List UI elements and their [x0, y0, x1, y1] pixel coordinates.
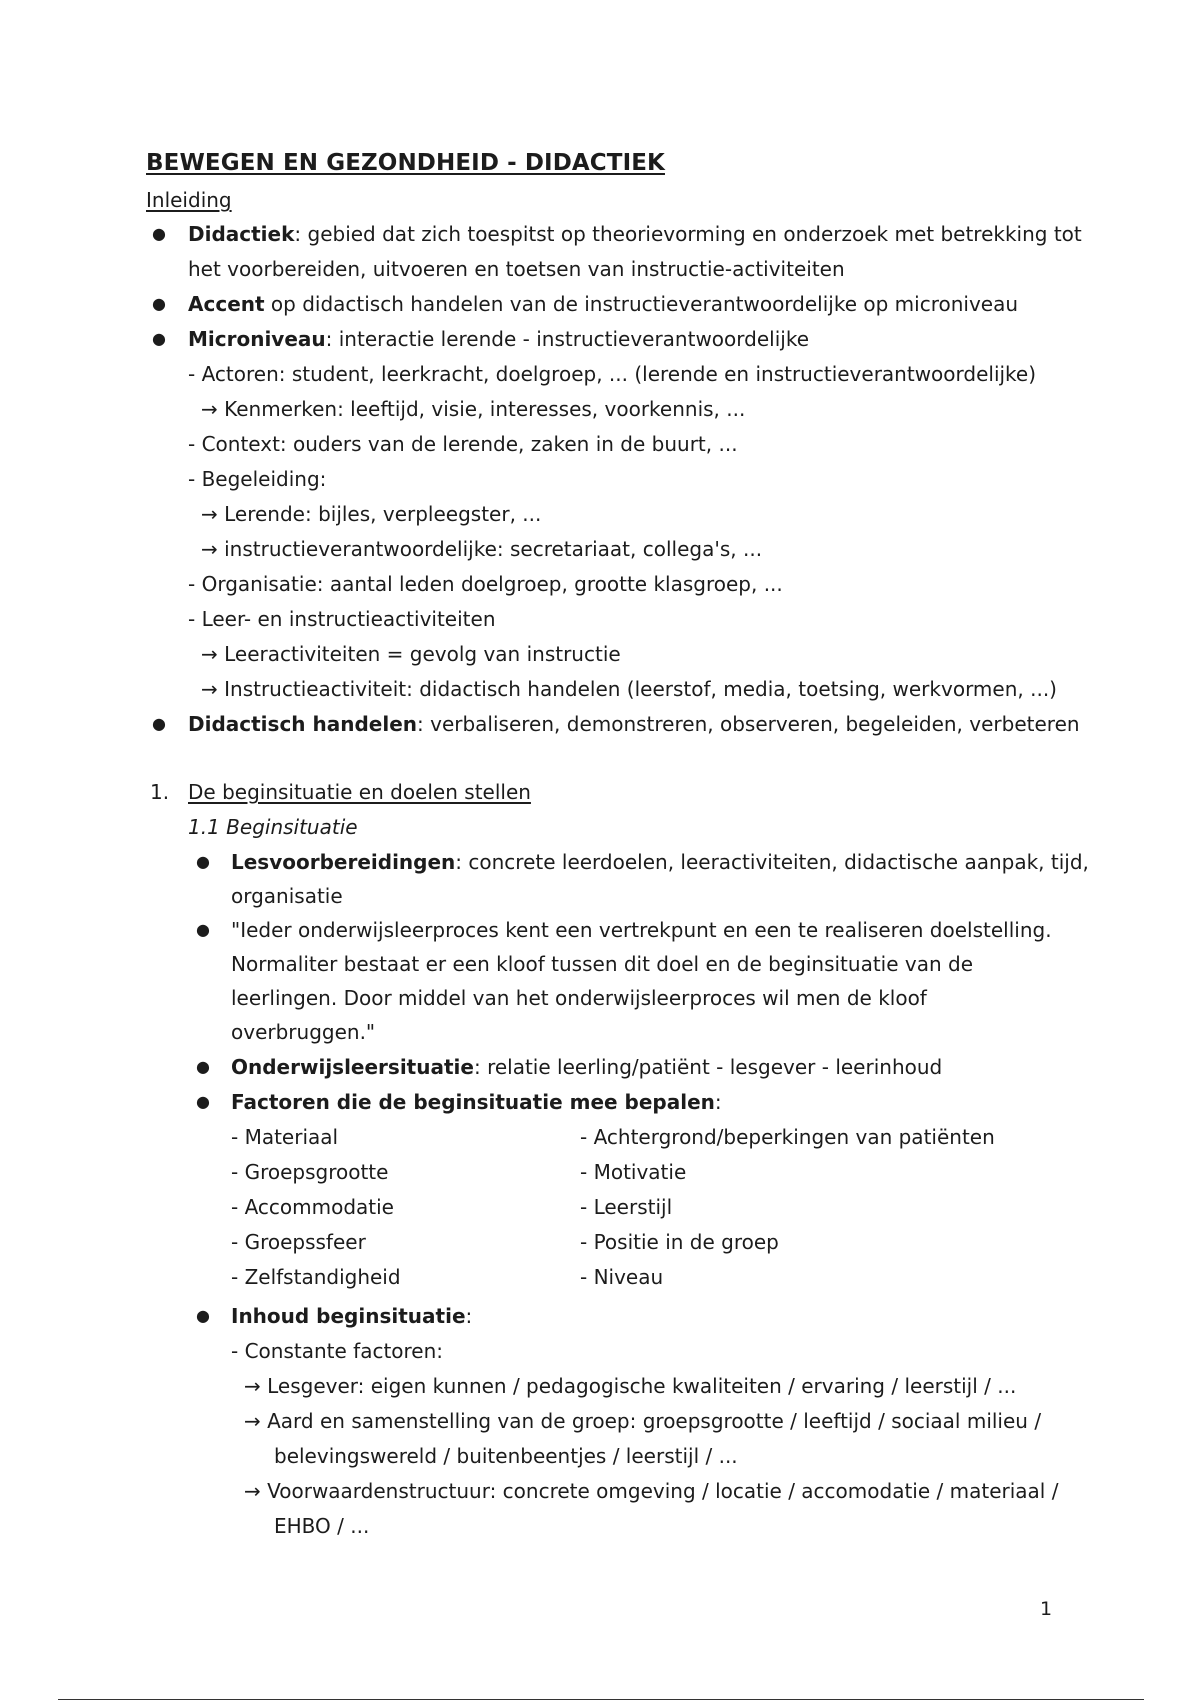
bullet-icon: ●	[196, 852, 210, 871]
subsection-heading: 1.1 Beginsituatie	[188, 815, 358, 839]
factor-left-item: - Zelfstandigheid	[231, 1265, 401, 1289]
definition-lesvoorbereidingen-cont: organisatie	[231, 884, 343, 908]
definition-didactisch-handelen: : verbaliseren, demonstreren, observeren, begeleiden, verbeteren	[417, 712, 1080, 736]
sub-actoren: - Actoren: student, leerkracht, doelgroep, ... (lerende en instructieverantwoordelijke)	[188, 362, 1037, 386]
factor-right-item: - Motivatie	[580, 1160, 687, 1184]
bullet-icon: ●	[152, 224, 166, 243]
definition-lesvoorbereidingen: : concrete leerdoelen, leeractiviteiten, didactische aanpak, tijd,	[455, 850, 1089, 874]
term-didactiek: Didactiek	[188, 222, 295, 246]
term-factoren: Factoren die de beginsituatie mee bepalen	[231, 1090, 715, 1114]
quote-line-1: "Ieder onderwijsleerproces kent een vertrekpunt en een te realiseren doelstelling.	[231, 918, 1052, 942]
definition-accent: op didactisch handelen van de instructieverantwoordelijke op microniveau	[264, 292, 1019, 316]
sub-organisatie: - Organisatie: aantal leden doelgroep, grootte klasgroep, ...	[188, 572, 783, 596]
bullet-icon: ●	[196, 1057, 210, 1076]
sub-leeractiviteiten: → Leeractiviteiten = gevolg van instructie	[201, 642, 621, 666]
bullet-icon: ●	[196, 1306, 210, 1325]
quote-line-3: leerlingen. Door middel van het onderwijsleerproces wil men de kloof	[231, 986, 927, 1010]
bullet-icon: ●	[152, 714, 166, 733]
definition-didactiek-cont: het voorbereiden, uitvoeren en toetsen van instructie-activiteiten	[188, 257, 845, 281]
sub-constante-factoren: - Constante factoren:	[231, 1339, 444, 1363]
factor-left-item: - Materiaal	[231, 1125, 339, 1149]
factor-right-item: - Niveau	[580, 1265, 664, 1289]
factor-right-item: - Achtergrond/beperkingen van patiënten	[580, 1125, 995, 1149]
intro-bullet-didactisch-handelen	[188, 712, 1080, 736]
term-onderwijsleersituatie: Onderwijsleersituatie	[231, 1055, 474, 1079]
intro-bullet-microniveau	[188, 327, 809, 351]
factor-left-item: - Accommodatie	[231, 1195, 394, 1219]
sub-instructieactiviteit: → Instructieactiviteit: didactisch handelen (leerstof, media, toetsing, werkvormen, ...)	[201, 677, 1057, 701]
sub-lerende: → Lerende: bijles, verpleegster, ...	[201, 502, 542, 526]
bullet-onderwijsleersituatie	[231, 1055, 942, 1079]
section-heading: De beginsituatie en doelen stellen	[188, 780, 531, 804]
term-accent: Accent	[188, 292, 265, 316]
sub-instructieverantwoordelijke: → instructieverantwoordelijke: secretariaat, collega's, ...	[201, 537, 763, 561]
sub-lesgever: → Lesgever: eigen kunnen / pedagogische kwaliteiten / ervaring / leerstijl / ...	[244, 1374, 1017, 1398]
quote-line-4: overbruggen."	[231, 1020, 376, 1044]
factoren-colon: :	[714, 1090, 722, 1114]
term-didactisch-handelen: Didactisch handelen	[188, 712, 418, 736]
intro-heading: Inleiding	[146, 188, 232, 212]
sub-context: - Context: ouders van de lerende, zaken in de buurt, ...	[188, 432, 738, 456]
bullet-icon: ●	[196, 1092, 210, 1111]
document-title: BEWEGEN EN GEZONDHEID - DIDACTIEK	[146, 150, 665, 176]
intro-bullet-accent	[188, 292, 1018, 316]
term-inhoud-beginsituatie: Inhoud beginsituatie	[231, 1304, 466, 1328]
sub-voorwaardenstructuur-line-2: EHBO / ...	[274, 1514, 370, 1538]
definition-microniveau: : interactie lerende - instructieverantwoordelijke	[325, 327, 809, 351]
section-number: 1.	[150, 780, 170, 804]
sub-begeleiding: - Begeleiding:	[188, 467, 327, 491]
sub-leer-instructieactiviteiten: - Leer- en instructieactiviteiten	[188, 607, 496, 631]
bullet-factoren	[231, 1090, 722, 1114]
sub-kenmerken: → Kenmerken: leeftijd, visie, interesses, voorkennis, ...	[201, 397, 746, 421]
factor-right-item: - Positie in de groep	[580, 1230, 779, 1254]
page-number: 1	[1040, 1598, 1053, 1620]
sub-aard-groep-line-2: belevingswereld / buitenbeentjes / leerstijl / ...	[274, 1444, 738, 1468]
definition-didactiek: : gebied dat zich toespitst op theorievorming en onderzoek met betrekking tot	[294, 222, 1082, 246]
inhoud-colon: :	[465, 1304, 473, 1328]
factor-left-item: - Groepsgrootte	[231, 1160, 389, 1184]
intro-bullet-didactiek	[188, 222, 1082, 246]
bullet-icon: ●	[196, 920, 210, 939]
bullet-inhoud-beginsituatie	[231, 1304, 472, 1328]
bullet-icon: ●	[152, 329, 166, 348]
bullet-icon: ●	[152, 294, 166, 313]
quote-line-2: Normaliter bestaat er een kloof tussen dit doel en de beginsituatie van de	[231, 952, 974, 976]
sub-voorwaardenstructuur-line-1: → Voorwaardenstructuur: concrete omgeving / locatie / accomodatie / materiaal /	[244, 1479, 1059, 1503]
factor-left-item: - Groepssfeer	[231, 1230, 366, 1254]
definition-onderwijsleersituatie: : relatie leerling/patiënt - lesgever - leerinhoud	[473, 1055, 943, 1079]
factor-right-item: - Leerstijl	[580, 1195, 673, 1219]
term-lesvoorbereidingen: Lesvoorbereidingen	[231, 850, 456, 874]
bullet-lesvoorbereidingen	[231, 850, 1089, 874]
sub-aard-groep-line-1: → Aard en samenstelling van de groep: groepsgrootte / leeftijd / sociaal milieu /	[244, 1409, 1042, 1433]
term-microniveau: Microniveau	[188, 327, 326, 351]
